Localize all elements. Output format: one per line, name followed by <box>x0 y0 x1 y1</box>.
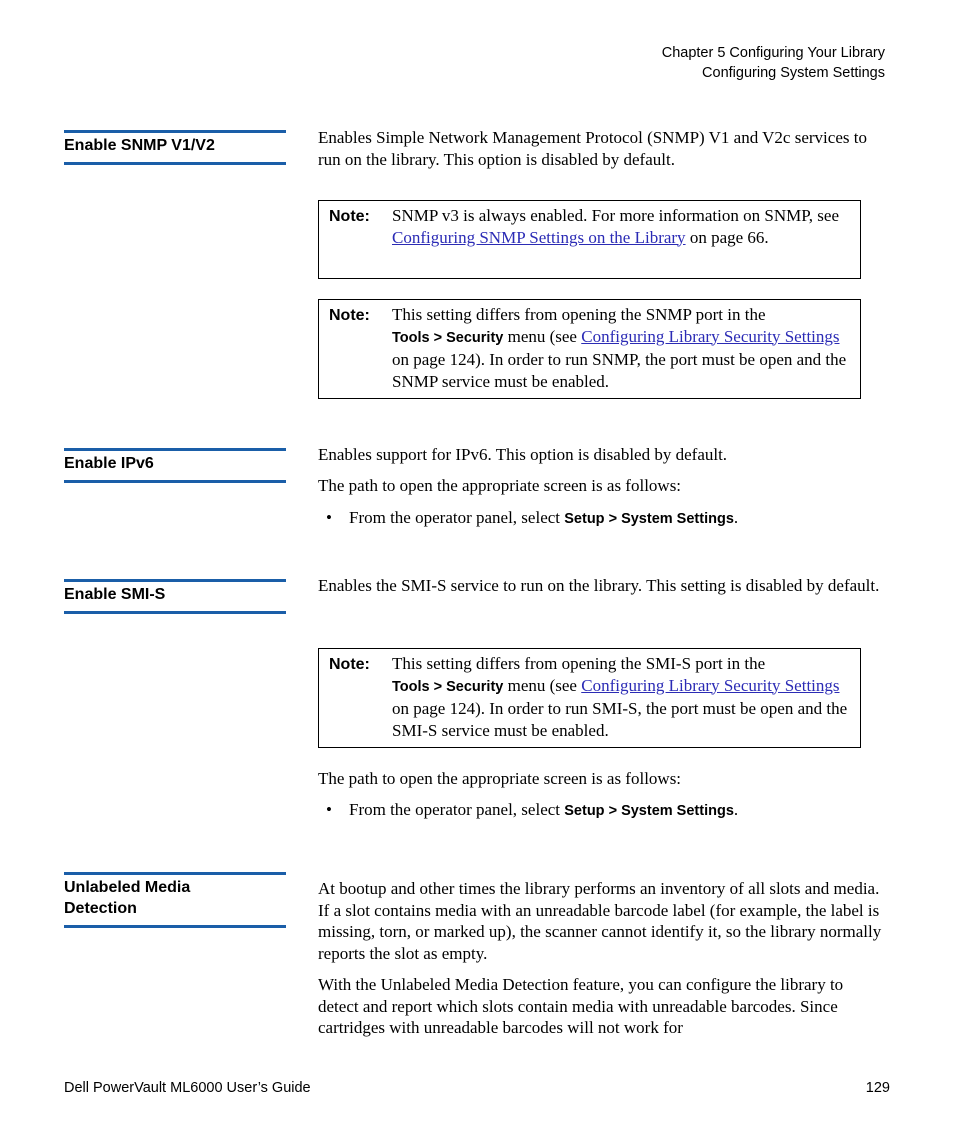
link-configuring-snmp-settings[interactable]: Configuring SNMP Settings on the Library <box>392 227 686 247</box>
bullet-icon: • <box>326 800 332 819</box>
list-item <box>326 799 738 823</box>
note-text <box>392 205 850 248</box>
ui-menu-path: Setup > System Settings <box>564 511 734 527</box>
smis-path <box>318 768 893 790</box>
smis-description <box>318 575 890 597</box>
note-text <box>392 304 850 392</box>
note-text-part: menu (see <box>503 675 582 695</box>
note-label: Note: <box>329 656 370 673</box>
note-box-snmp-v3 <box>318 200 861 279</box>
paragraph: With the Unlabeled Media Detection feature, you can configure the library to detect and report which slots contain media with unreadable barcodes. Since cartridges with unreadable barcodes will not work for <box>318 975 844 1037</box>
bullet-text: . <box>733 508 739 527</box>
note-text <box>392 653 850 741</box>
note-text-part: on page 124). In order to run SMI-S, the port must be open and the SMI-S service must be enabled. <box>392 699 848 740</box>
heading-text: Unlabeled Media Detection <box>64 879 191 917</box>
note-label: Note: <box>329 307 370 324</box>
paragraph: Enables Simple Network Management Protocol (SNMP) V1 and V2c services to run on the library. This option is disabled by default. <box>318 128 867 169</box>
unlabeled-description <box>318 878 890 1039</box>
list-item <box>326 507 738 531</box>
paragraph: Enables the SMI-S service to run on the library. This setting is disabled by default. <box>318 576 880 595</box>
note-text-part: on page 124). In order to run SNMP, the port must be open and the SNMP service must be enabled. <box>392 350 847 391</box>
note-text-part: This setting differs from opening the SMI-S port in the <box>392 654 766 673</box>
heading-text: Enable IPv6 <box>64 455 154 472</box>
footer-page-number: 129 <box>865 1080 890 1096</box>
footer-guide-title: Dell PowerVault ML6000 User’s Guide <box>64 1080 311 1096</box>
bullet-icon: • <box>326 508 332 527</box>
bullet-text: From the operator panel, select <box>349 800 565 819</box>
note-box-snmp-port <box>318 299 861 399</box>
snmp-description <box>318 127 893 170</box>
note-box-smis-port <box>318 648 861 748</box>
ui-menu-path: Tools > Security <box>392 329 504 346</box>
paragraph: At bootup and other times the library performs an inventory of all slots and media. If a slot contains media with an unreadable barcode label (for example, the label is missing, torn, or marked up), the scanner cannot identify it, so the library normally reports the slot as empty. <box>318 879 882 963</box>
ipv6-description <box>318 444 893 496</box>
heading-enable-ipv6 <box>64 448 286 483</box>
bullet-text: . <box>733 800 739 819</box>
paragraph: Enables support for IPv6. This option is disabled by default. <box>318 445 728 464</box>
header-chapter: Chapter 5 Configuring Your Library <box>661 45 885 61</box>
heading-unlabeled-media-detection <box>64 872 286 928</box>
ui-menu-path: Tools > Security <box>392 678 504 695</box>
note-text-part: SNMP v3 is always enabled. For more information on SNMP, see <box>392 206 840 225</box>
link-configuring-library-security[interactable]: Configuring Library Security Settings <box>581 675 840 695</box>
link-configuring-library-security[interactable]: Configuring Library Security Settings <box>581 326 840 346</box>
note-label: Note: <box>329 208 370 225</box>
heading-enable-snmp <box>64 130 286 165</box>
note-text-part: This setting differs from opening the SNMP port in the <box>392 305 766 324</box>
ui-menu-path: Setup > System Settings <box>564 803 734 819</box>
heading-text: Enable SMI-S <box>64 586 166 603</box>
paragraph: The path to open the appropriate screen is as follows: <box>318 769 682 788</box>
running-header <box>662 43 885 83</box>
heading-text: Enable SNMP V1/V2 <box>64 137 215 154</box>
bullet-text: From the operator panel, select <box>349 508 565 527</box>
heading-enable-smis <box>64 579 286 614</box>
note-text-part: on page 66. <box>685 227 769 247</box>
header-section: Configuring System Settings <box>702 65 885 81</box>
paragraph: The path to open the appropriate screen is as follows: <box>318 475 682 495</box>
note-text-part: menu (see <box>503 326 582 346</box>
